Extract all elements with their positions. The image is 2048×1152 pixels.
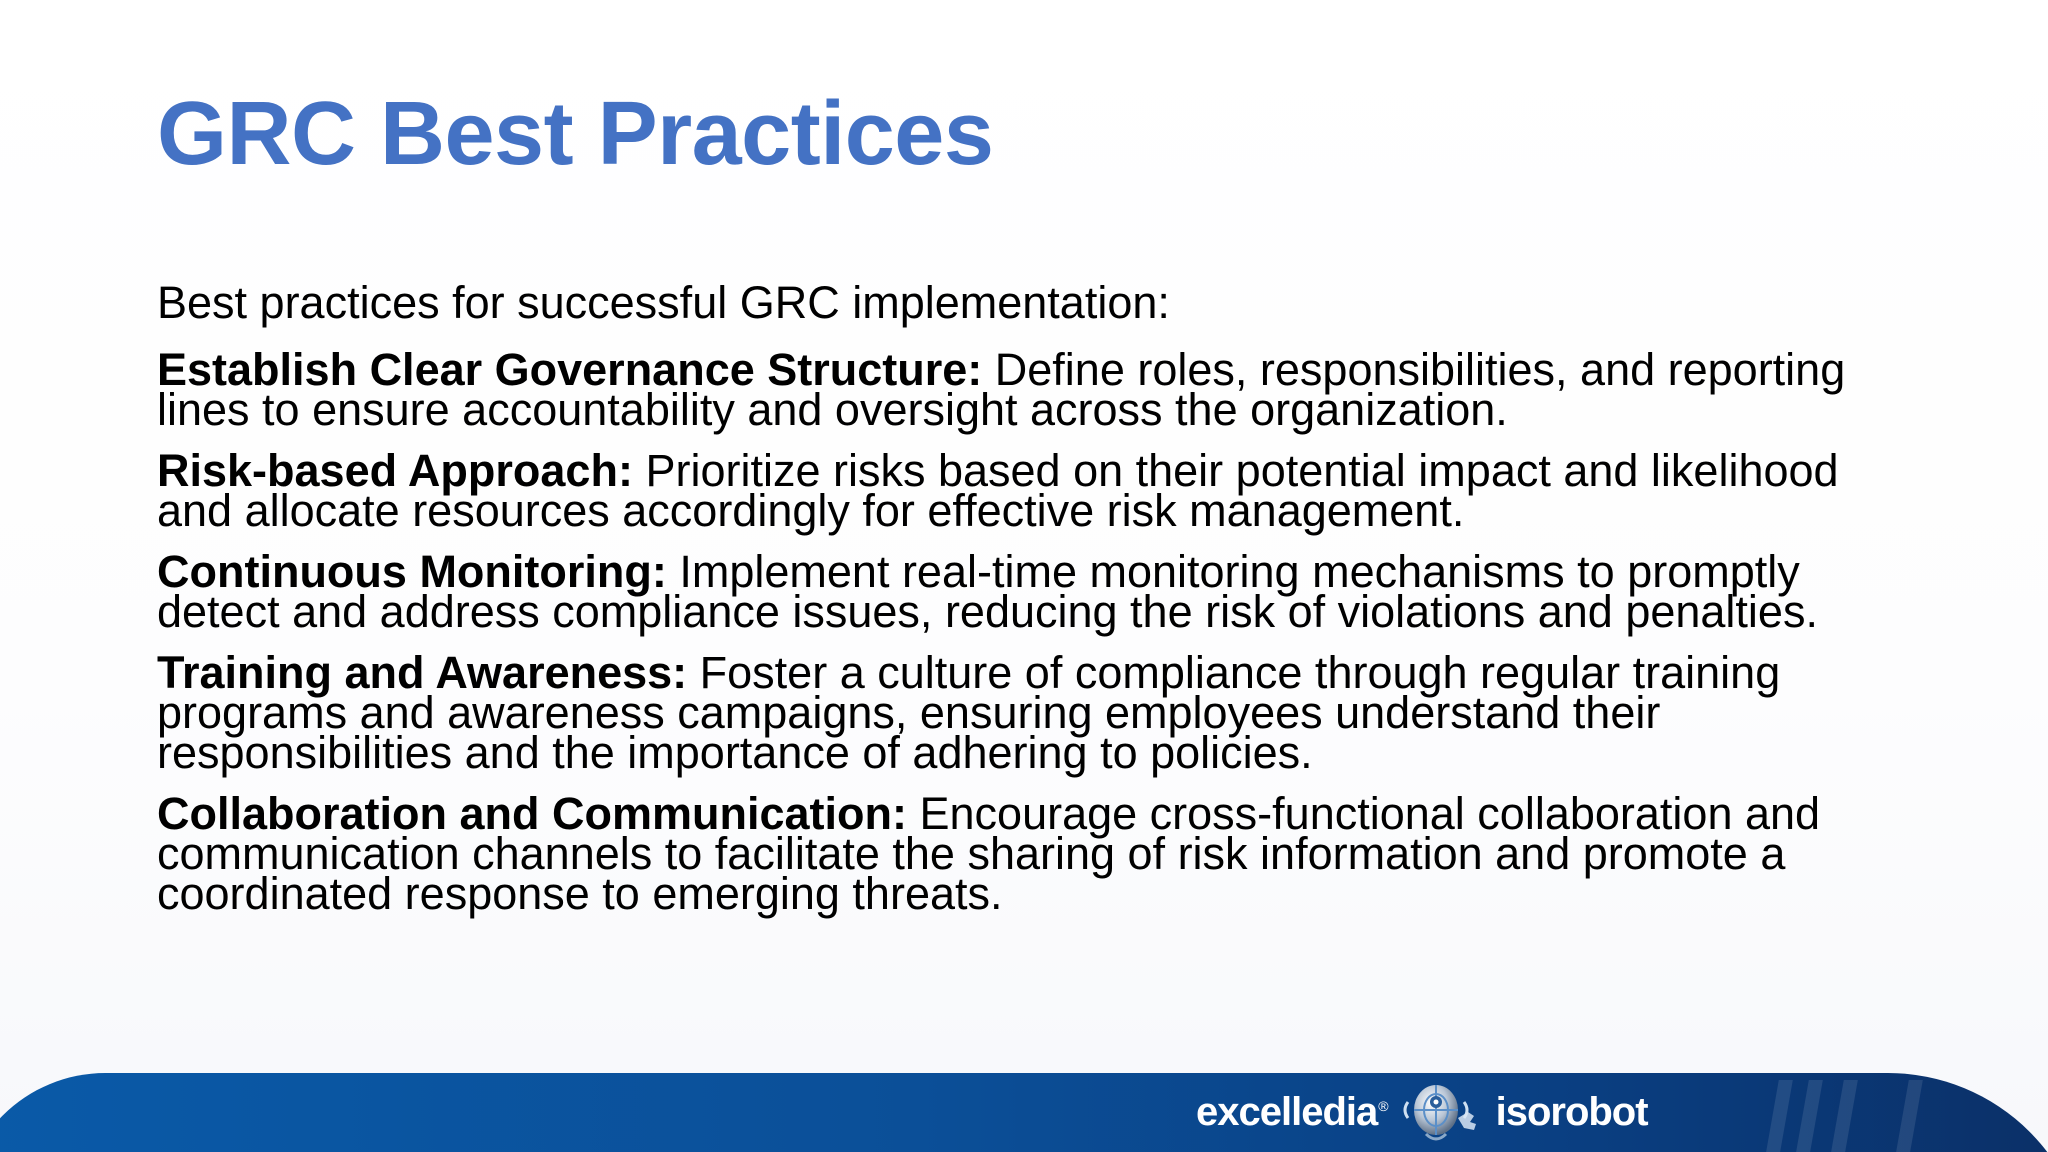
practice-item bbox=[157, 647, 1917, 778]
practice-text: Foster a culture of compliance through regular training programs and awareness campaigns, ensuring employees understand their responsibilities and the importance of adhering to policies. bbox=[157, 647, 1781, 778]
practice-text: Prioritize risks based on their potential impact and likelihood and allocate resources accordingly for effective risk management. bbox=[157, 445, 1839, 536]
slide-title: GRC Best Practices bbox=[157, 84, 994, 184]
isorobot-logo: isorobot bbox=[1495, 1090, 1648, 1134]
intro-text: Best practices for successful GRC implementation: bbox=[157, 277, 1170, 328]
footer-band bbox=[0, 1073, 2048, 1152]
footer-logos bbox=[1196, 1062, 1648, 1152]
practice-item bbox=[157, 344, 1917, 435]
robot-globe-icon bbox=[1396, 1072, 1488, 1152]
practice-heading: Training and Awareness: bbox=[157, 647, 688, 698]
practice-text: Define roles, responsibilities, and reporting lines to ensure accountability and oversight across the organization. bbox=[157, 344, 1846, 435]
practice-heading: Collaboration and Communication: bbox=[157, 788, 907, 839]
practice-text: Implement real-time monitoring mechanisms to promptly detect and address compliance issues, reducing the risk of violations and penalties. bbox=[157, 546, 1818, 637]
practice-text: Encourage cross-functional collaboration and communication channels to facilitate the sharing of risk information and promote a coordinated response to emerging threats. bbox=[157, 788, 1821, 919]
practice-heading: Risk-based Approach: bbox=[157, 445, 633, 496]
slide-body bbox=[157, 278, 1917, 935]
excelledia-logo: excelledia® bbox=[1196, 1090, 1388, 1134]
practice-item bbox=[157, 546, 1917, 637]
practice-heading: Establish Clear Governance Structure: bbox=[157, 344, 983, 395]
practice-item bbox=[157, 445, 1917, 536]
practice-heading: Continuous Monitoring: bbox=[157, 546, 667, 597]
practice-item bbox=[157, 788, 1917, 919]
